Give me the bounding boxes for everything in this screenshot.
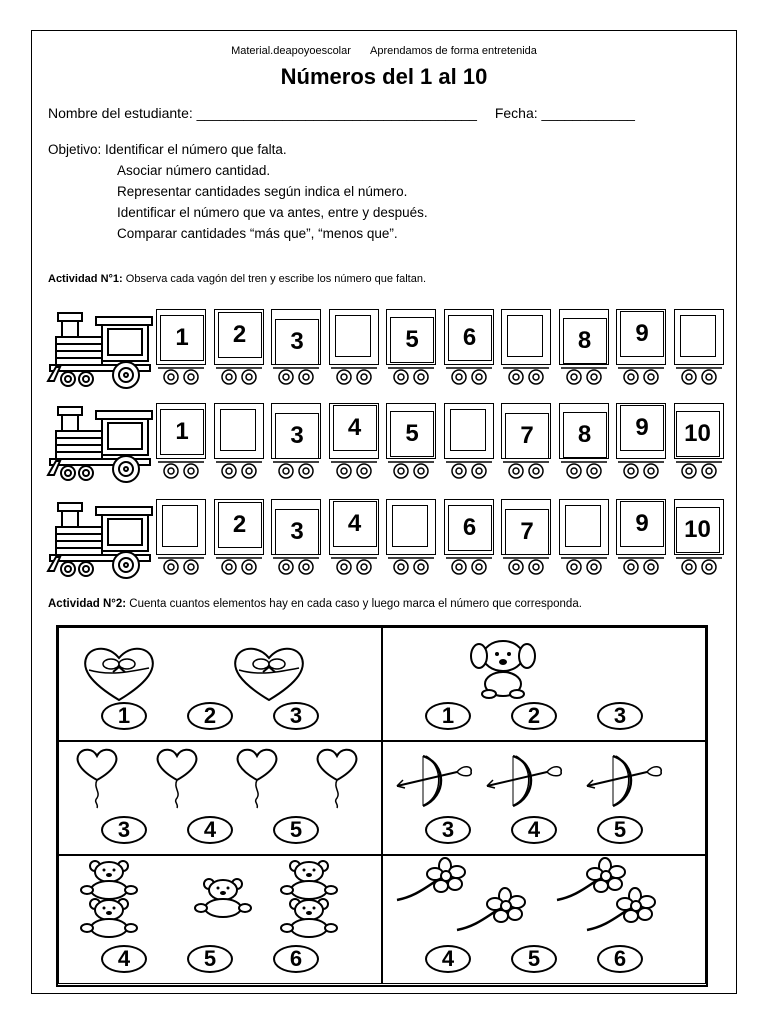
student-name-field[interactable]: Nombre del estudiante: ____________________________________: [48, 105, 477, 121]
number-option-label: 2: [527, 703, 541, 728]
number-option[interactable]: [101, 945, 147, 973]
wagon-wheels: [271, 556, 321, 581]
cupid-bow-icon: [583, 750, 663, 810]
teddy-bear-icon: [269, 896, 349, 938]
train-wagon: [329, 403, 379, 479]
wagon-wheels-icon: [501, 556, 551, 576]
number-option[interactable]: [273, 702, 319, 730]
wagon-number: 5: [390, 317, 434, 363]
wagon-wheels-icon: [386, 366, 436, 386]
wagon-wheels-icon: [271, 366, 321, 386]
wagon-wheels: [501, 556, 551, 581]
wagon-wheels-icon: [386, 460, 436, 480]
counting-panel: [382, 855, 706, 984]
blank-number-box[interactable]: [335, 315, 371, 357]
wagon-wheels-icon: [271, 556, 321, 576]
number-option[interactable]: [425, 816, 471, 844]
heart-balloon-icon: [137, 746, 217, 812]
wagon-wheels-icon: [674, 460, 724, 480]
train-row: [46, 309, 736, 395]
train-wagon: [559, 499, 609, 575]
train-wagon: [156, 309, 206, 385]
activity2-label: Actividad N°2:: [48, 598, 127, 610]
wagon-wheels-icon: [674, 556, 724, 576]
number-option[interactable]: [187, 945, 233, 973]
wagon-wheels-icon: [386, 556, 436, 576]
number-option[interactable]: [597, 702, 643, 730]
number-option[interactable]: [187, 702, 233, 730]
locomotive: [46, 311, 154, 394]
tagline-text: Aprendamos de forma entretenida: [369, 45, 537, 57]
wagon-wheels-icon: [329, 366, 379, 386]
train-wagon: [271, 499, 321, 575]
counting-panel: [58, 855, 382, 984]
wagon-wheels-icon: [444, 366, 494, 386]
wagon-wheels: [386, 556, 436, 581]
wagon-number: 3: [275, 509, 319, 555]
wagon-number: 10: [676, 507, 720, 553]
wagon-wheels: [329, 460, 379, 485]
train-wagon: [674, 403, 724, 479]
wagon-wheels: [616, 556, 666, 581]
number-option[interactable]: [511, 816, 557, 844]
heart-gift-icon: [79, 642, 159, 702]
wagon-wheels: [674, 366, 724, 391]
wagon-wheels-icon: [156, 460, 206, 480]
number-option-label: 4: [117, 946, 131, 971]
train-wagon: [386, 499, 436, 575]
heart-balloon-icon: [297, 746, 377, 812]
locomotive: [46, 405, 154, 488]
number-option[interactable]: [273, 816, 319, 844]
wagon-wheels: [386, 460, 436, 485]
number-option-label: 3: [613, 703, 627, 728]
train-wagon: [271, 403, 321, 479]
wagon-number: 8: [563, 412, 607, 458]
wagon-wheels-icon: [559, 556, 609, 576]
teddy-bear-icon: [69, 896, 149, 938]
number-option[interactable]: [511, 702, 557, 730]
wagon-wheels: [214, 366, 264, 391]
wagon-number: 1: [160, 315, 204, 361]
counting-grid: [56, 625, 708, 987]
activity2-instruction: Cuenta cuantos elementos hay en cada caso y luego marca el número que corresponda.: [129, 598, 582, 610]
worksheet: [31, 30, 737, 994]
locomotive-icon: [46, 405, 154, 483]
wagon-number: 9: [620, 311, 664, 357]
wagon-number: 1: [160, 409, 204, 455]
cupid-bow-icon: [483, 750, 563, 810]
wagon-wheels: [501, 366, 551, 391]
wagon-number: 9: [620, 501, 664, 547]
number-option-label: 2: [203, 703, 217, 728]
number-option-label: 5: [613, 817, 627, 842]
wagon-wheels-icon: [271, 460, 321, 480]
wagon-number: 3: [275, 413, 319, 459]
student-info-row: [48, 105, 635, 121]
train-wagon: [501, 499, 551, 575]
wagon-wheels: [559, 366, 609, 391]
wagon-wheels: [444, 556, 494, 581]
activity1-heading: [48, 273, 426, 285]
objective-item: Identificar el número que falta.: [105, 142, 287, 157]
wagon-wheels: [444, 460, 494, 485]
train-wagon: [214, 499, 264, 575]
train-wagon: [444, 403, 494, 479]
counting-panel: [382, 627, 706, 741]
wagon-number: 3: [275, 319, 319, 365]
wagon-wheels-icon: [156, 366, 206, 386]
blank-number-box[interactable]: [220, 409, 256, 451]
train-row: [46, 499, 736, 585]
train-wagon: [674, 499, 724, 575]
page-title: Números del 1 al 10: [280, 64, 488, 89]
wagon-wheels-icon: [616, 460, 666, 480]
wagon-wheels: [156, 460, 206, 485]
wagon-number: 7: [505, 509, 549, 555]
wagon-wheels: [674, 556, 724, 581]
wagon-wheels: [214, 460, 264, 485]
objective-item: Identificar el número que va antes, entre y después.: [117, 205, 428, 220]
number-option[interactable]: [425, 945, 471, 973]
train-wagon: [559, 309, 609, 385]
wagon-wheels-icon: [214, 556, 264, 576]
wagon-wheels: [559, 460, 609, 485]
train-wagon: [329, 499, 379, 575]
train-wagon: [616, 309, 666, 385]
wagon-wheels: [559, 556, 609, 581]
train-wagon: [559, 403, 609, 479]
blank-number-box[interactable]: [450, 409, 486, 451]
wagon-wheels: [616, 366, 666, 391]
wagon-number: 6: [448, 505, 492, 551]
blank-number-box[interactable]: [162, 505, 198, 547]
number-option[interactable]: [597, 816, 643, 844]
objectives: [48, 139, 428, 244]
train-wagon: [444, 499, 494, 575]
teddy-bear-icon: [183, 876, 263, 918]
heart-balloon-icon: [57, 746, 137, 812]
counting-panel: [58, 627, 382, 741]
wagon-wheels-icon: [156, 556, 206, 576]
number-option-label: 1: [441, 703, 455, 728]
wagon-number: 2: [218, 502, 262, 548]
train-wagon: [501, 403, 551, 479]
train-wagon: [214, 403, 264, 479]
wagon-wheels: [214, 556, 264, 581]
flower-icon: [453, 886, 533, 934]
wagon-wheels-icon: [559, 366, 609, 386]
train-wagon: [674, 309, 724, 385]
number-option[interactable]: [273, 945, 319, 973]
train-wagon: [386, 403, 436, 479]
wagon-wheels: [156, 556, 206, 581]
heart-balloon-icon: [217, 746, 297, 812]
number-option-label: 3: [441, 817, 455, 842]
cupid-bow-icon: [393, 750, 473, 810]
number-option-label: 6: [289, 946, 303, 971]
header-source-line: [32, 45, 736, 57]
flower-icon: [583, 886, 663, 934]
number-option-label: 4: [441, 946, 455, 971]
wagon-number: 4: [333, 405, 377, 451]
number-option-label: 5: [203, 946, 217, 971]
locomotive-icon: [46, 501, 154, 579]
wagon-wheels-icon: [501, 366, 551, 386]
wagon-wheels-icon: [329, 556, 379, 576]
counting-panel: [58, 741, 382, 855]
wagon-wheels: [616, 460, 666, 485]
wagon-wheels: [271, 366, 321, 391]
wagon-wheels: [329, 556, 379, 581]
wagon-wheels: [386, 366, 436, 391]
number-option-label: 4: [203, 817, 217, 842]
wagon-wheels-icon: [444, 556, 494, 576]
activity2-heading: [48, 598, 582, 610]
objective-item: Representar cantidades según indica el número.: [117, 184, 408, 199]
train-wagon: [616, 499, 666, 575]
wagon-number: 10: [676, 411, 720, 457]
wagon-wheels: [444, 366, 494, 391]
objective-item: Comparar cantidades “más que”, “menos que”.: [117, 226, 398, 241]
wagon-number: 4: [333, 501, 377, 547]
number-option[interactable]: [511, 945, 557, 973]
date-field[interactable]: Fecha: ____________: [494, 105, 635, 121]
wagon-wheels: [156, 366, 206, 391]
number-option[interactable]: [597, 945, 643, 973]
teddy-bear-icon: [69, 858, 149, 900]
wagon-wheels-icon: [674, 366, 724, 386]
wagon-wheels-icon: [329, 460, 379, 480]
puppy-icon: [463, 636, 543, 702]
train-wagon: [156, 499, 206, 575]
wagon-wheels-icon: [214, 460, 264, 480]
train-wagon: [501, 309, 551, 385]
number-option-label: 6: [613, 946, 627, 971]
blank-number-box[interactable]: [507, 315, 543, 357]
number-option-label: 3: [289, 703, 303, 728]
wagon-wheels: [271, 460, 321, 485]
wagon-number: 7: [505, 413, 549, 459]
objective-item: Asociar número cantidad.: [117, 163, 271, 178]
heart-gift-icon: [229, 642, 309, 702]
wagon-wheels-icon: [214, 366, 264, 386]
train-row: [46, 403, 736, 489]
train-wagon: [156, 403, 206, 479]
wagon-wheels-icon: [616, 366, 666, 386]
wagon-wheels: [329, 366, 379, 391]
train-wagon: [444, 309, 494, 385]
number-option-label: 5: [289, 817, 303, 842]
teddy-bear-icon: [269, 858, 349, 900]
activity1-instruction: Observa cada vagón del tren y escribe los número que faltan.: [125, 273, 426, 285]
blank-number-box[interactable]: [565, 505, 601, 547]
train-wagon: [214, 309, 264, 385]
wagon-wheels-icon: [616, 556, 666, 576]
number-option-label: 5: [527, 946, 541, 971]
number-option[interactable]: [101, 816, 147, 844]
blank-number-box[interactable]: [392, 505, 428, 547]
number-option-label: 1: [117, 703, 131, 728]
wagon-number: 9: [620, 405, 664, 451]
wagon-number: 8: [563, 318, 607, 364]
locomotive: [46, 501, 154, 584]
wagon-wheels: [501, 460, 551, 485]
number-option-label: 4: [527, 817, 541, 842]
blank-number-box[interactable]: [680, 315, 716, 357]
number-option-label: 3: [117, 817, 131, 842]
objective-line-1: [48, 139, 428, 160]
train-wagon: [386, 309, 436, 385]
train-wagon: [616, 403, 666, 479]
number-option[interactable]: [101, 702, 147, 730]
objective-label: Objetivo:: [48, 142, 102, 157]
locomotive-icon: [46, 311, 154, 389]
wagon-number: 5: [390, 411, 434, 457]
wagon-number: 2: [218, 312, 262, 358]
counting-panel: [382, 741, 706, 855]
wagon-wheels-icon: [501, 460, 551, 480]
train-wagon: [329, 309, 379, 385]
wagon-number: 6: [448, 315, 492, 361]
number-option[interactable]: [187, 816, 233, 844]
number-option[interactable]: [425, 702, 471, 730]
source-text: Material.deapoyoescolar: [231, 45, 351, 57]
wagon-wheels-icon: [559, 460, 609, 480]
train-wagon: [271, 309, 321, 385]
wagon-wheels: [674, 460, 724, 485]
wagon-wheels-icon: [444, 460, 494, 480]
activity1-label: Actividad N°1:: [48, 273, 123, 285]
